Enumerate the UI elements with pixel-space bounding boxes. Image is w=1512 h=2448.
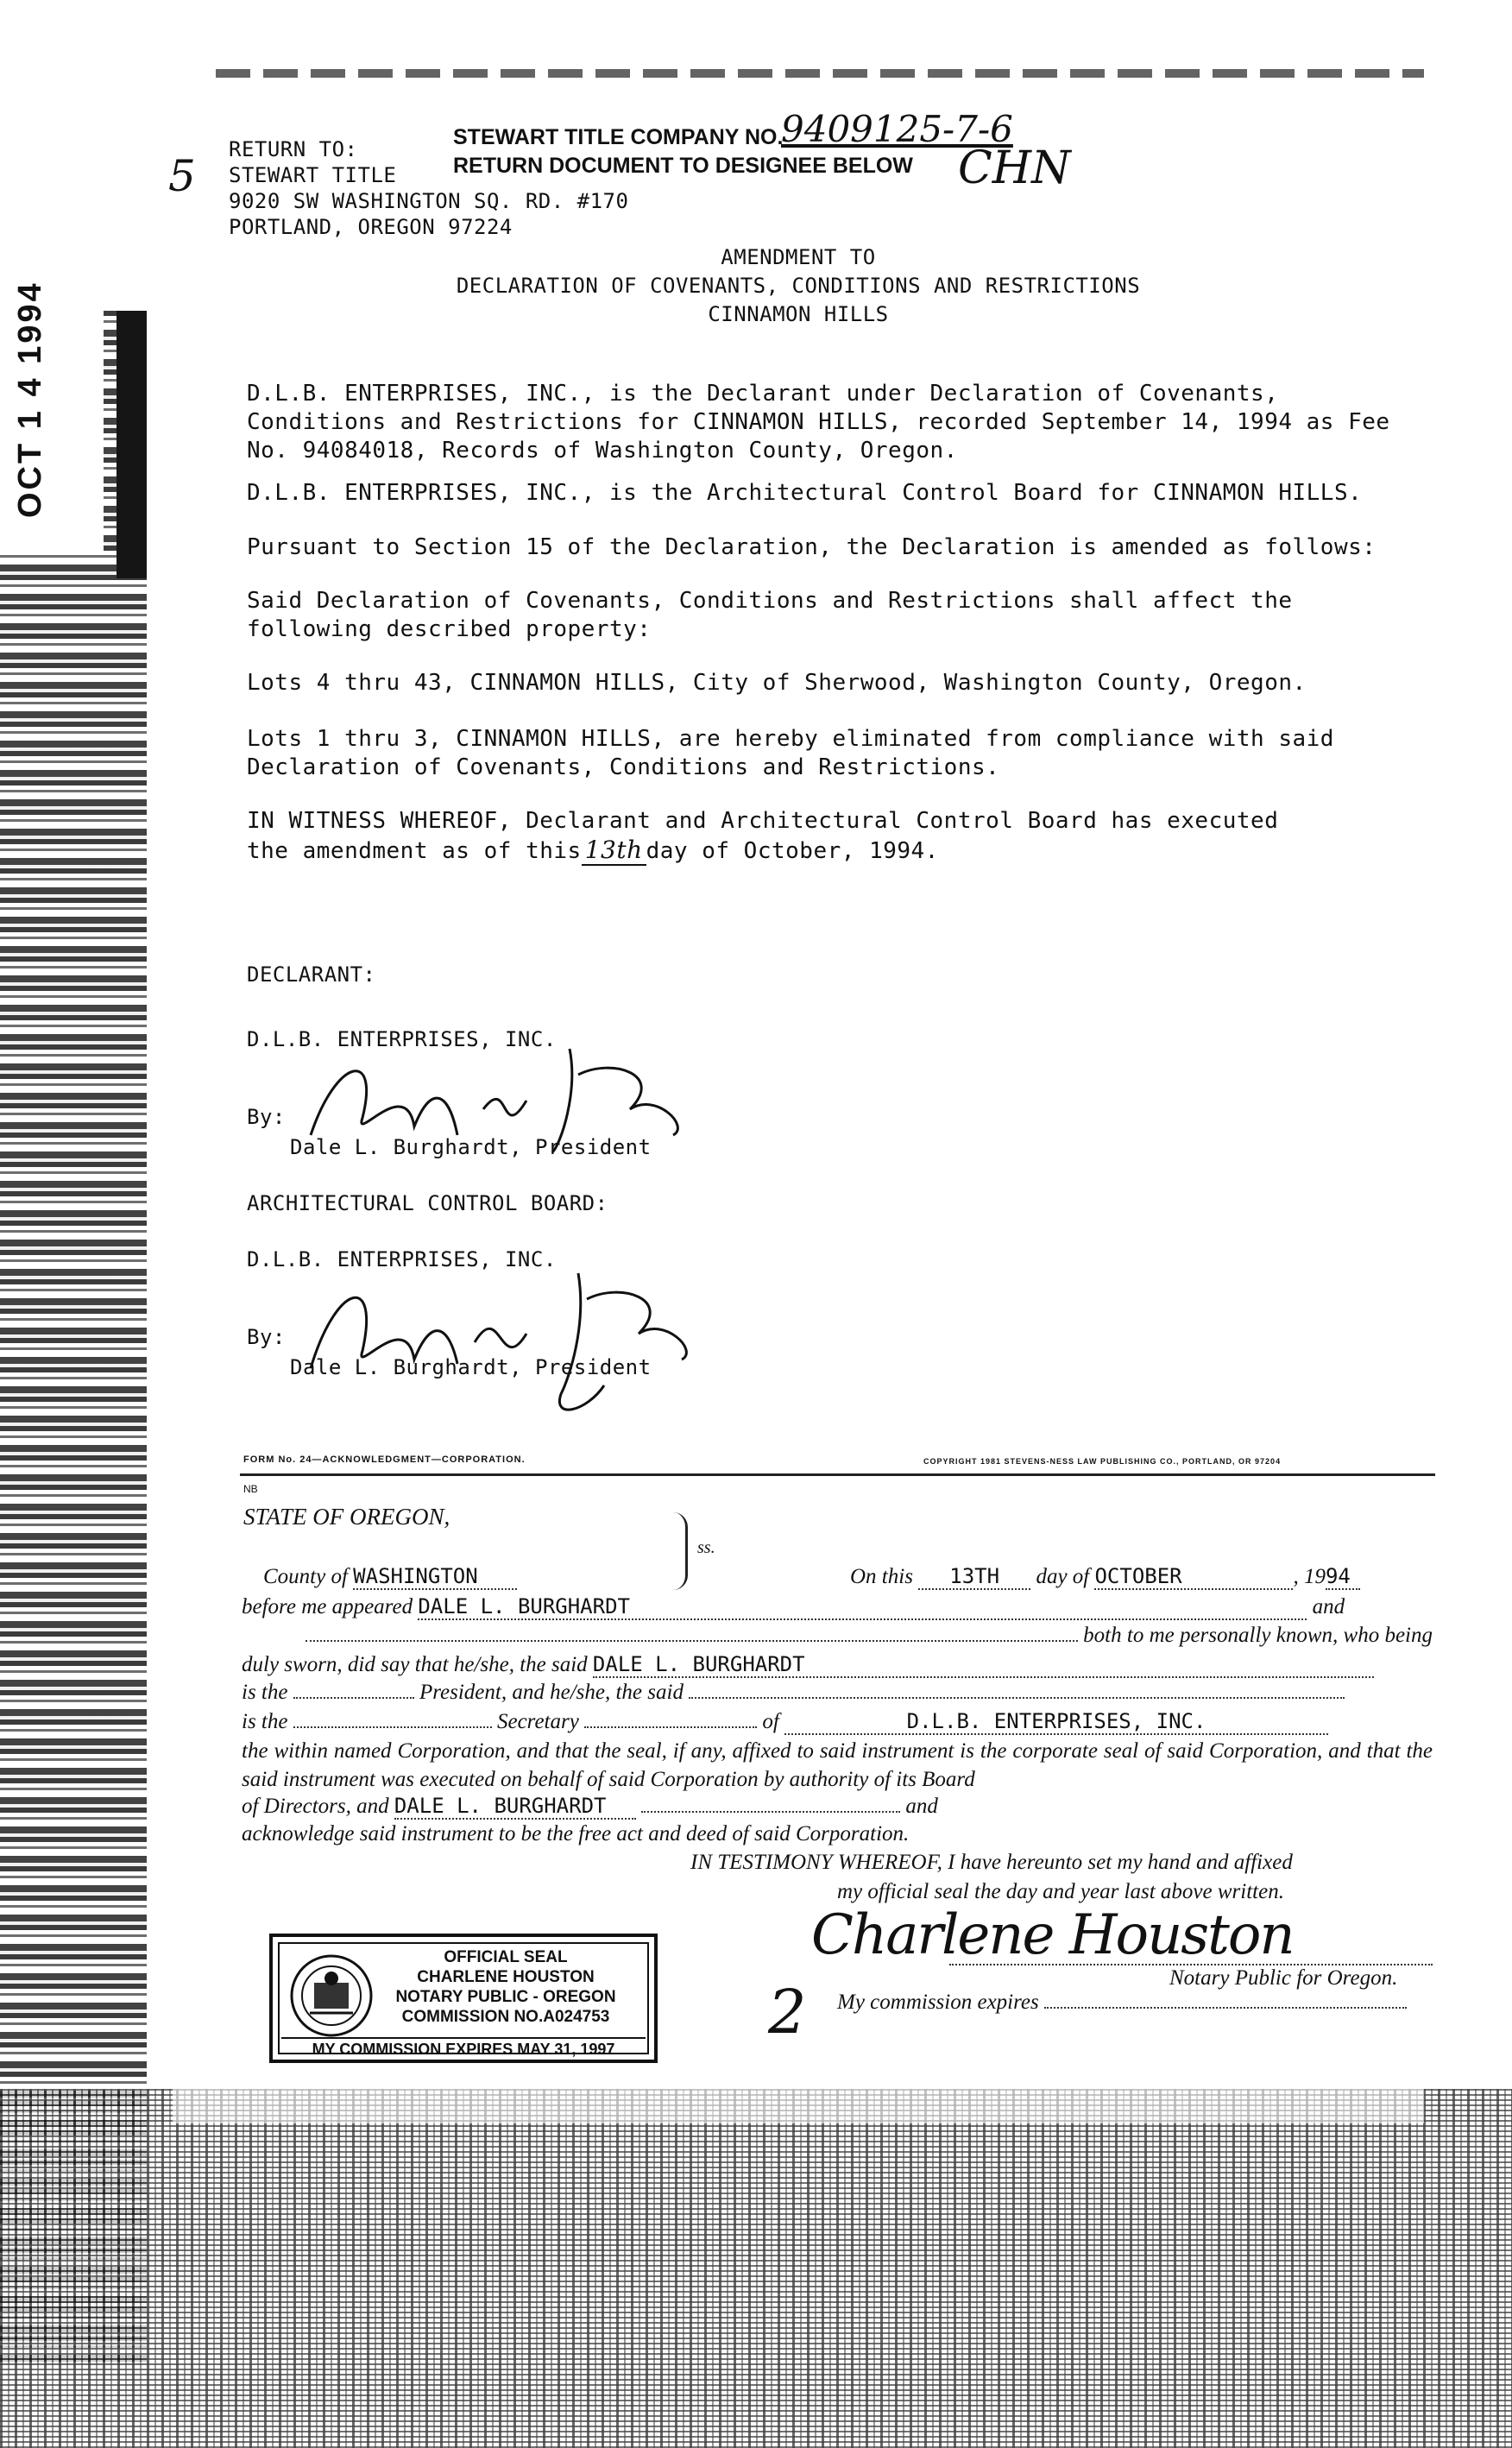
seal-line-5: MY COMMISSION EXPIRES MAY 31, 1997: [281, 2037, 646, 2059]
margin-number: 5: [168, 151, 196, 201]
by-label-2: By:: [247, 1325, 286, 1349]
duly-sworn-row: duly sworn, did say that he/she, the said DALE L. BURGHARDT: [242, 1652, 1433, 1678]
corp-name-field: D.L.B. ENTERPRISES, INC.: [784, 1709, 1328, 1735]
seal-text: [368, 1947, 644, 2027]
year-field: 94: [1326, 1564, 1360, 1590]
day-field: 13TH: [918, 1564, 1030, 1590]
before-me-row: before me appeared DALE L. BURGHARDT and: [242, 1594, 1345, 1618]
month-field: OCTOBER: [1094, 1564, 1293, 1590]
recording-date-stamp: OCT 1 4 1994: [12, 281, 48, 518]
directors-name-field: DALE L. BURGHARDT: [394, 1794, 636, 1820]
commission-row: My commission expires: [837, 1991, 1407, 2015]
acb-label: ARCHITECTURAL CONTROL BOARD:: [247, 1191, 608, 1215]
acb-company: D.L.B. ENTERPRISES, INC.: [247, 1247, 557, 1271]
testimony-line-2: my official seal the day and year last above written.: [837, 1880, 1284, 1903]
corporation-paragraph: the within named Corporation, and that the seal, if any, affixed to said instrument is the corporate seal of said Corporation, and that the said instrument was executed on behalf of said Corporation by authority of its Board: [242, 1739, 1433, 1791]
president-row: is the President, and he/she, the said: [242, 1681, 1433, 1705]
page-number-handwritten: 2: [768, 1977, 807, 2047]
state-seal-icon: [288, 1953, 375, 2039]
title-line-1: AMENDMENT TO: [721, 245, 876, 269]
notary-sig-line: [949, 1964, 1433, 1965]
title-line-2: DECLARATION OF COVENANTS, CONDITIONS AND RESTRICTIONS: [456, 274, 1141, 298]
witness-day-handwritten: 13th: [582, 836, 646, 866]
notary-public-label: Notary Public for Oregon.: [1169, 1966, 1398, 1990]
return-designee-label: RETURN DOCUMENT TO DESIGNEE BELOW: [453, 154, 913, 178]
secretary-row: is the Secretary of D.L.B. ENTERPRISES, INC.: [242, 1709, 1433, 1735]
said-name-field: DALE L. BURGHARDT: [593, 1652, 1374, 1678]
paragraph-declarant: D.L.B. ENTERPRISES, INC., is the Declarant under Declaration of Covenants, Conditions and Restrictions for CINNAMON HILLS, recorded September 14, 1994 as Fee No. 94084018, Records of Washington County, Oregon.: [247, 381, 1390, 464]
signature-1-image: [285, 1040, 734, 1161]
ss-brace: [673, 1512, 688, 1590]
scan-bottom-noise: [0, 2089, 1512, 2448]
form-nb: NB: [243, 1483, 258, 1495]
company-no-handwritten: 9409125-7-6: [781, 108, 1013, 150]
company-no-label: STEWART TITLE COMPANY NO.: [453, 125, 784, 149]
declarant-label: DECLARANT:: [247, 962, 376, 987]
official-seal: [269, 1934, 658, 2063]
ss-label: ss.: [697, 1538, 715, 1557]
document-body: [247, 380, 1412, 866]
paragraph-said-declaration: Said Declaration of Covenants, Conditions and Restrictions shall affect the following described property:: [247, 588, 1293, 642]
county-field: WASHINGTON: [353, 1564, 517, 1590]
seal-line-2: CHARLENE HOUSTON: [417, 1968, 595, 1986]
appeared-field: DALE L. BURGHARDT: [418, 1594, 1307, 1620]
declarant-company: D.L.B. ENTERPRISES, INC.: [247, 1027, 557, 1051]
paragraph-lots-affected: Lots 4 thru 43, CINNAMON HILLS, City of Sherwood, Washington County, Oregon.: [247, 670, 1307, 696]
paragraph-pursuant: Pursuant to Section 15 of the Declaration, the Declaration is amended as follows:: [247, 534, 1377, 560]
paragraph-acb: D.L.B. ENTERPRISES, INC., is the Architectural Control Board for CINNAMON HILLS.: [247, 480, 1363, 506]
acb-signer: Dale L. Burghardt, President: [290, 1355, 652, 1379]
county-row: County of WASHINGTON: [263, 1564, 517, 1590]
both-known-row: both to me personally known, who being: [242, 1624, 1433, 1648]
signature-2-image: [276, 1256, 742, 1429]
seal-line-4: COMMISSION NO.A024753: [401, 2008, 610, 2026]
directors-row: of Directors, and DALE L. BURGHARDT and: [242, 1794, 938, 1818]
declarant-signer: Dale L. Burghardt, President: [290, 1135, 652, 1159]
return-city: PORTLAND, OREGON 97224: [229, 215, 513, 239]
title-line-3: CINNAMON HILLS: [708, 302, 889, 326]
initials-handwritten: CHN: [958, 142, 1071, 194]
date-row: On this 13TH day of OCTOBER , 1994: [850, 1564, 1360, 1590]
return-company: STEWART TITLE: [229, 163, 397, 187]
scan-bottom-white-patch: [173, 2089, 1424, 2123]
acknowledge-row: acknowledge said instrument to be the free act and deed of said Corporation.: [242, 1822, 910, 1845]
paragraph-witness: IN WITNESS WHEREOF, Declarant and Architectural Control Board has executed the amendment as of this 13th day of October, 1994.: [247, 808, 1279, 864]
form-copyright: COPYRIGHT 1981 STEVENS-NESS LAW PUBLISHING CO., PORTLAND, OR 97204: [923, 1457, 1282, 1466]
scan-top-lines: [216, 69, 1424, 78]
by-label-1: By:: [247, 1105, 286, 1129]
seal-line-3: NOTARY PUBLIC - OREGON: [395, 1988, 616, 2006]
return-to-label: RETURN TO:: [229, 137, 358, 161]
return-street: 9020 SW WASHINGTON SQ. RD. #170: [229, 189, 629, 213]
document-title: [259, 243, 1338, 329]
return-to-block: [229, 136, 628, 240]
state-heading: STATE OF OREGON,: [243, 1504, 450, 1530]
seal-line-1: OFFICIAL SEAL: [444, 1948, 568, 1966]
scan-left-edge: [0, 311, 147, 2365]
testimony-line-1: IN TESTIMONY WHEREOF, I have hereunto set my hand and affixed: [690, 1851, 1293, 1874]
form-label: FORM No. 24—ACKNOWLEDGMENT—CORPORATION.: [243, 1454, 526, 1465]
form-rule: [240, 1473, 1435, 1476]
paragraph-lots-eliminated: Lots 1 thru 3, CINNAMON HILLS, are hereby eliminated from compliance with said Declaration of Covenants, Conditions and Restrictions.: [247, 726, 1334, 780]
notary-signature: Charlene Houston: [811, 1903, 1294, 1967]
scan-left-dark-bar: [117, 311, 147, 578]
